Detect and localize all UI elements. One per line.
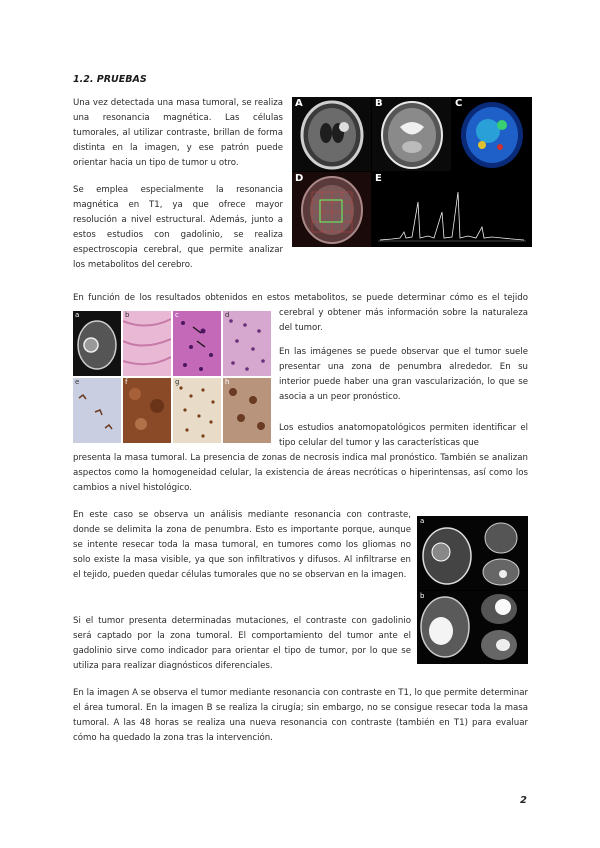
histology-panel-b: b xyxy=(123,311,171,376)
panel-label: D xyxy=(295,173,304,184)
histology-panel-f: f xyxy=(123,378,171,443)
contrast-mri-a-image xyxy=(417,516,528,590)
panel-label: B xyxy=(375,98,383,109)
contrast-mri-b-image xyxy=(417,591,528,664)
paragraph-pathology-head: Los estudios anatomopatológicos permiten identificar el tipo celular del tumor y las características que xyxy=(279,423,528,448)
mri-panel-d xyxy=(292,172,371,247)
brain-perfusion-c-image xyxy=(452,97,532,171)
histology-mri-thumbnail xyxy=(73,311,121,376)
paragraph-surgery-followup: En la imagen A se observa el tumor mediante resonancia con contraste en T1, lo que permite determinar el área tumoral. En la imagen B se realiza la cirugía; sin embargo, no se consigue resecar toda la masa tumoral. A las 48 horas se realiza una nueva resonancia con contraste (también en T1) para evaluar cómo ha quedado la zona tras la intervención. xyxy=(73,688,528,743)
histology-stain-b-image xyxy=(123,311,171,376)
paragraph-pathology-text: presenta la masa tumoral. La presencia de zonas de necrosis indica mal pronóstico. También se analizan aspectos como la homogeneidad celular, la existencia de áreas necróticas o hiperintensas, así como los cambios a nivel histológico. xyxy=(73,453,528,493)
paragraph-metabolites-wrap: cerebral y obtener más información sobre la naturaleza del tumor. xyxy=(279,308,528,333)
histology-stain-g-image xyxy=(173,378,221,443)
paragraph-metabolites-line1 xyxy=(73,291,528,306)
histology-panel-h: h xyxy=(223,378,271,443)
mri-figure xyxy=(292,97,532,247)
paragraph-pathology xyxy=(73,451,528,496)
mri-panel-e xyxy=(372,172,532,247)
paragraph-metabolites: En función de los resultados obtenidos en estos metabolitos, se puede determinar cómo es el tejido xyxy=(73,293,528,303)
histology-panel-d: d xyxy=(223,311,271,376)
histology-panel-c: c xyxy=(173,311,221,376)
brain-mri-d-grid-image xyxy=(292,172,371,247)
histology-stain-h-image xyxy=(223,378,271,443)
contrast-mri-panel-b: b xyxy=(417,591,528,664)
mri-panel-b xyxy=(372,97,451,171)
paragraph-t1-spectroscopy: Se emplea especialmente la resonancia magnética en T1, ya que ofrece mayor resolución a nivel estructural. Además, junto a estos estudios con gadolinio, se realiza espectroscopia cerebral, que permite analizar los metabolitos del cerebro. xyxy=(73,185,283,270)
histology-panel-a: a xyxy=(73,311,121,376)
brain-mri-a-image xyxy=(292,97,371,171)
mri-panel-c xyxy=(452,97,532,171)
brain-mri-b-image xyxy=(372,97,451,171)
panel-label: C xyxy=(455,98,463,109)
panel-label: A xyxy=(295,98,303,109)
paragraph-intro-mri: Una vez detectada una masa tumoral, se realiza una resonancia magnética. Las células tumorales, al utilizar contraste, brillan de forma distinta en la imagen, y ese patrón puede orientar hacia un tipo de tumor u otro. xyxy=(73,98,283,168)
contrast-mri-figure xyxy=(417,516,528,664)
paragraph-gadolinium: Si el tumor presenta determinadas mutaciones, el contraste con gadolinio será captado por la zona tumoral. El comportamiento del tumor ante el gadolinio sirve como indicador para orientar el tipo de tumor, por lo que se utiliza para realizar diagnósticos diferenciales. xyxy=(73,616,411,671)
section-heading: 1.2. PRUEBAS xyxy=(73,74,147,85)
mri-panel-a xyxy=(292,97,371,171)
page-number: 2 xyxy=(520,795,527,806)
histology-figure xyxy=(73,311,271,443)
paragraph-penumbra: En las imágenes se puede observar que el tumor suele presentar una zona de penumbra alrededor. En su interior puede haber una gran vascularización, lo que se asocia a un peor pronóstico. xyxy=(279,347,528,402)
panel-label: E xyxy=(375,173,382,184)
histology-stain-f-image xyxy=(123,378,171,443)
histology-stain-d-image xyxy=(223,311,271,376)
histology-stain-e-image xyxy=(73,378,121,443)
histology-stain-c-image xyxy=(173,311,221,376)
spectroscopy-spectrum-image xyxy=(372,172,532,247)
paragraph-contrast-analysis: En este caso se observa un análisis mediante resonancia con contraste, donde se delimita la zona de penumbra. Esto es importante porque, aunque se intente resecar toda la masa tumoral, en tumores como los gliomas no solo existe la masa visible, ya que son infiltrativos y difusos. Al infiltrarse en el tejido, pueden quedar células tumorales que no se observan en la imagen. xyxy=(73,510,411,580)
histology-panel-g: g xyxy=(173,378,221,443)
histology-panel-e: e xyxy=(73,378,121,443)
contrast-mri-panel-a: a xyxy=(417,516,528,590)
